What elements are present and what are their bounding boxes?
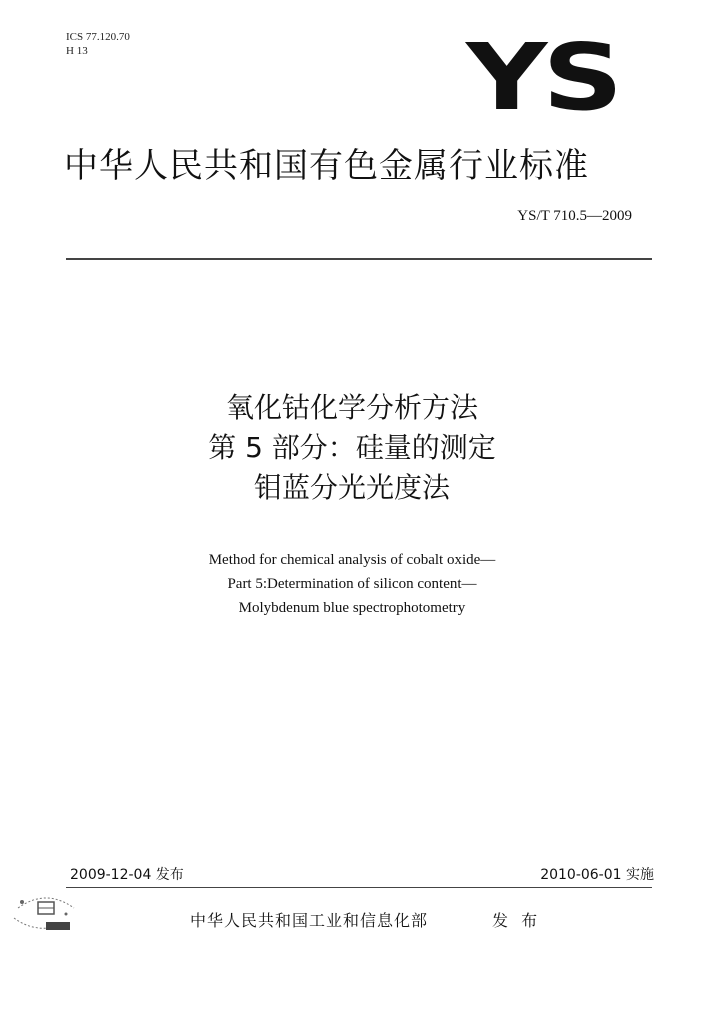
cn-title-line-2: 第 5 部分：硅量的测定 <box>208 431 496 464</box>
anti-counterfeit-stamp-icon <box>10 888 82 938</box>
org-title: 中华人民共和国有色金属行业标准 <box>64 146 589 186</box>
ys-logo: YS <box>466 24 619 131</box>
footer-divider <box>66 887 652 888</box>
implement-date: 2010-06-01 实施 <box>540 867 654 883</box>
standard-number: YS/T 710.5—2009 <box>517 208 632 224</box>
issue-action: 发 布 <box>492 911 542 930</box>
ccs-code: H 13 <box>66 45 88 57</box>
en-title-line-1: Method for chemical analysis of cobalt oxide— <box>208 552 496 568</box>
cn-title-line-3: 钼蓝分光光度法 <box>253 471 450 504</box>
issue-date: 2009-12-04 发布 <box>70 867 184 883</box>
header-divider <box>66 258 652 260</box>
chinese-title <box>0 388 704 508</box>
english-title <box>0 548 704 620</box>
cn-title-line-1: 氧化钴化学分析方法 <box>225 391 478 424</box>
en-title-line-2: Part 5:Determination of silicon content— <box>227 576 477 592</box>
ics-code: ICS 77.120.70 <box>66 31 130 43</box>
issuing-authority: 中华人民共和国工业和信息化部 <box>190 911 429 930</box>
en-title-line-3: Molybdenum blue spectrophotometry <box>238 600 466 616</box>
classification-codes <box>66 30 130 58</box>
